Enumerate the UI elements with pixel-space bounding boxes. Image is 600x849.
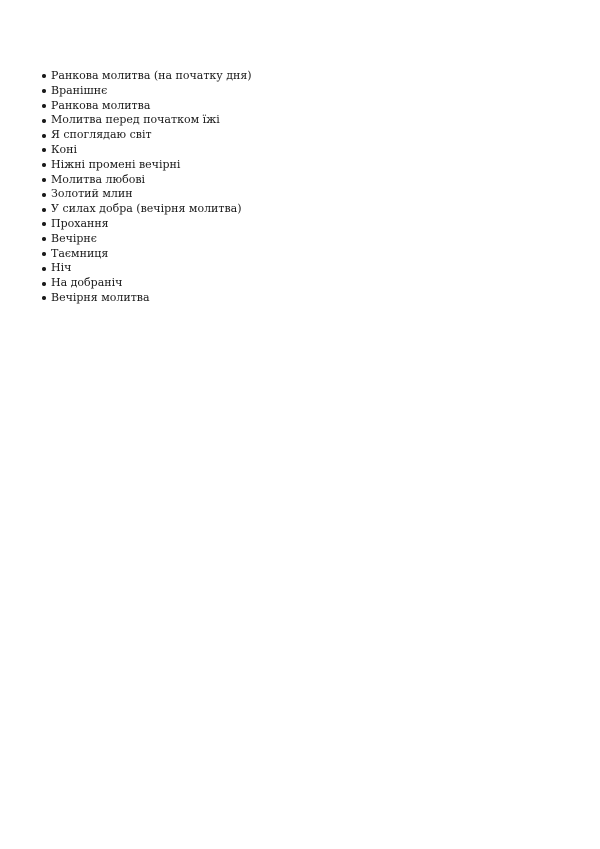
list-item[interactable]	[42, 143, 252, 158]
list-item-label: У силах добра (вечірня молитва)	[51, 202, 242, 216]
list-item[interactable]	[42, 232, 252, 247]
list-item[interactable]	[42, 69, 252, 84]
bullet-icon	[42, 208, 46, 212]
list-item-label: Я споглядаю світ	[51, 128, 152, 142]
bullet-icon	[42, 267, 46, 271]
list-item-label: На добраніч	[51, 276, 123, 290]
bullet-icon	[42, 148, 46, 152]
list-item[interactable]	[42, 99, 252, 114]
list-item-label: Ранкова молитва	[51, 98, 151, 112]
bullet-icon	[42, 89, 46, 93]
list-item-label: Ніч	[51, 261, 72, 275]
list-item-label: Коні	[51, 142, 77, 156]
bullet-icon	[42, 193, 46, 197]
list-item[interactable]	[42, 261, 252, 276]
list-item-label: Вечірнє	[51, 231, 97, 245]
list-item[interactable]	[42, 202, 252, 217]
list-item[interactable]	[42, 291, 252, 306]
list-item-label: Ранкова молитва (на початку дня)	[51, 69, 252, 82]
list-item[interactable]	[42, 158, 252, 173]
list-item-label: Молитва перед початком їжі	[51, 113, 220, 127]
list-item-label: Вранішнє	[51, 83, 108, 97]
list-item[interactable]	[42, 187, 252, 202]
list-item[interactable]	[42, 84, 252, 99]
table-of-contents-list	[42, 69, 252, 306]
list-item[interactable]	[42, 173, 252, 188]
bullet-icon	[42, 237, 46, 241]
bullet-icon	[42, 222, 46, 226]
list-item[interactable]	[42, 113, 252, 128]
list-item-label: Таємниця	[51, 246, 109, 260]
list-item-label: Вечірня молитва	[51, 290, 150, 304]
list-item[interactable]	[42, 247, 252, 262]
list-item-label: Прохання	[51, 216, 109, 230]
list-item[interactable]	[42, 276, 252, 291]
bullet-icon	[42, 178, 46, 182]
list-item-label: Ніжні промені вечірні	[51, 157, 181, 171]
bullet-icon	[42, 163, 46, 167]
list-item-label: Золотий млин	[51, 187, 133, 201]
list-item-label: Молитва любові	[51, 172, 146, 186]
bullet-icon	[42, 104, 46, 108]
bullet-icon	[42, 282, 46, 286]
list-item[interactable]	[42, 217, 252, 232]
bullet-icon	[42, 252, 46, 256]
bullet-icon	[42, 134, 46, 138]
list-item[interactable]	[42, 128, 252, 143]
bullet-icon	[42, 119, 46, 123]
bullet-icon	[42, 74, 46, 78]
bullet-icon	[42, 296, 46, 300]
